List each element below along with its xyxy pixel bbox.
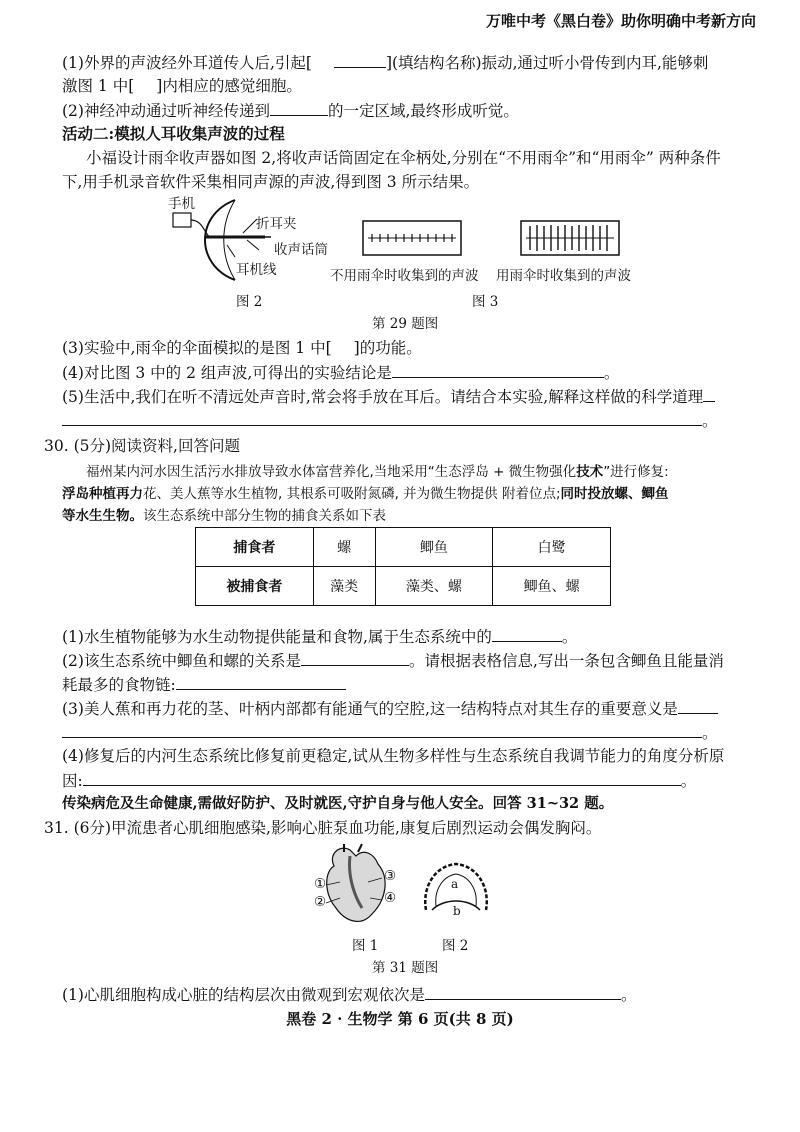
answer-blank[interactable]: [703, 386, 715, 402]
fig2-caption: 图 2: [236, 294, 263, 310]
q29-part3: (3)实验中,雨伞的伞面模拟的是图 1 中[ ]的功能。: [62, 339, 422, 357]
table-cell: 藻类: [313, 567, 375, 606]
activity-intro-line1: 小福设计雨伞收声器如图 2,将收声话筒固定在伞柄处,分别在“不用雨伞”和“用雨伞” 两种条件: [86, 149, 721, 167]
label-umbrella: 用雨伞时收集到的声波: [496, 268, 631, 284]
table-cell: 鲫鱼: [375, 528, 493, 567]
q30-part1: (1)水生植物能够为水生动物提供能量和食物,属于生态系统中的 。: [62, 628, 578, 646]
q31-part1: (1)心肌细胞构成心脏的结构层次由微观到宏观依次是 。: [62, 986, 637, 1004]
activity-intro-line2: 下,用手机录音软件采集相同声源的声波,得到图 3 所示结果。: [62, 173, 480, 191]
section-intro-31-32: 传染病危及生命健康,需做好防护、及时就医,守护自身与他人安全。回答 31~32 题。: [62, 795, 614, 812]
q29-part5-line2: 。: [62, 410, 718, 431]
label-clip: 折耳夹: [256, 216, 297, 232]
answer-blank[interactable]: [62, 410, 702, 426]
q30-heading: 30. (5分)阅读资料,回答问题: [44, 437, 240, 455]
label-phone: 手机: [168, 196, 195, 212]
heart-label-3: ③: [384, 868, 397, 884]
label-wire: 耳机线: [236, 262, 277, 278]
fig29-title: 第 29 题图: [372, 316, 439, 332]
q29-part4: (4)对比图 3 中的 2 组声波,可得出的实验结论是 。: [62, 364, 620, 382]
label-mic: 收声话筒: [274, 242, 328, 258]
table-cell: 藻类、螺: [375, 567, 493, 606]
answer-blank[interactable]: [392, 362, 604, 378]
answer-blank[interactable]: [492, 626, 562, 642]
fig2-caption-31: 图 2: [442, 938, 469, 954]
answer-blank[interactable]: [425, 984, 621, 1000]
q30-part3: (3)美人蕉和再力花的茎、叶柄内部都有能通气的空腔,这一结构特点对其生存的重要意义是: [62, 698, 718, 719]
q29-part1-line2: 激图 1 中[ ]内相应的感觉细胞。: [62, 77, 302, 95]
fig3-caption: 图 3: [472, 294, 499, 310]
table-cell: 被捕食者: [196, 567, 314, 606]
q30-reading-line3: 等水生生物。该生态系统中部分生物的捕食关系如下表: [62, 508, 386, 524]
answer-blank[interactable]: [334, 52, 386, 68]
answer-blank[interactable]: [176, 674, 346, 690]
table-row: [196, 567, 611, 606]
heart-label-1: ①: [314, 876, 327, 892]
table-row: [196, 528, 611, 567]
page-footer: 黑卷 2 · 生物学 第 6 页(共 8 页): [286, 1010, 514, 1028]
heart-label-2: ②: [314, 894, 327, 910]
phone-icon: [173, 213, 191, 227]
q30-reading-line2: 浮岛种植再力花、美人蕉等水生植物, 其根系可吸附氮磷, 并为微生物提供 附着位点;同时投放螺、鲫鱼: [62, 486, 669, 502]
q29-part2: (2)神经冲动通过听神经传递到 的一定区域,最终形成听觉。: [62, 102, 519, 120]
q30-part2-line2: 耗最多的食物链:: [62, 674, 346, 695]
label-no-umbrella: 不用雨伞时收集到的声波: [330, 268, 479, 284]
fig31-title: 第 31 题图: [372, 960, 439, 976]
fig1-caption: 图 1: [352, 938, 379, 954]
answer-blank[interactable]: [270, 100, 328, 116]
q30-part4: (4)修复后的内河生态系统比修复前更稳定,试从生物多样性与生态系统自我调节能力的角度分析原: [62, 747, 725, 765]
umbrella-canopy: [205, 200, 235, 280]
thorax-label-b: b: [453, 904, 461, 918]
table-cell: 螺: [313, 528, 375, 567]
page-header: 万唯中考《黑白卷》助你明确中考新方向: [485, 12, 756, 30]
waveform-no-umbrella: [362, 220, 462, 256]
q31-heading: 31. (6分)甲流患者心肌细胞感染,影响心脏泵血功能,康复后剧烈运动会偶发胸闷。: [44, 819, 602, 837]
heart-label-4: ④: [384, 890, 397, 906]
q29-part5: (5)生活中,我们在听不清远处声音时,常会将手放在耳后。请结合本实验,解释这样做的科学道理: [62, 386, 715, 407]
waveform-umbrella: [520, 220, 620, 256]
table-cell: 白鹭: [493, 528, 611, 567]
q30-part4-line2: 因: 。: [62, 772, 697, 790]
answer-blank[interactable]: [678, 698, 718, 714]
answer-blank[interactable]: [83, 770, 681, 786]
thorax-label-a: a: [451, 877, 459, 891]
heart-outline: [327, 848, 385, 921]
answer-blank[interactable]: [62, 722, 702, 738]
q30-part2: (2)该生态系统中鲫鱼和螺的关系是 。请根据表格信息,写出一条包含鲫鱼且能量消: [62, 652, 724, 670]
q30-reading-line1: 福州某内河水因生活污水排放导致水体富营养化,当地采用“生态浮岛 + 微生物强化技术”进行修复:: [86, 464, 669, 480]
answer-blank[interactable]: [301, 650, 409, 666]
q30-part3-line2: 。: [62, 722, 718, 743]
table-cell: 鲫鱼、螺: [493, 567, 611, 606]
activity-heading: 活动二:模拟人耳收集声波的过程: [62, 124, 285, 143]
q29-part1-line1: (1)外界的声波经外耳道传人后,引起[ ](填结构名称)振动,通过听小骨传到内耳,能够刺: [62, 54, 709, 72]
table-cell: 捕食者: [196, 528, 314, 567]
predation-table: [195, 527, 611, 606]
